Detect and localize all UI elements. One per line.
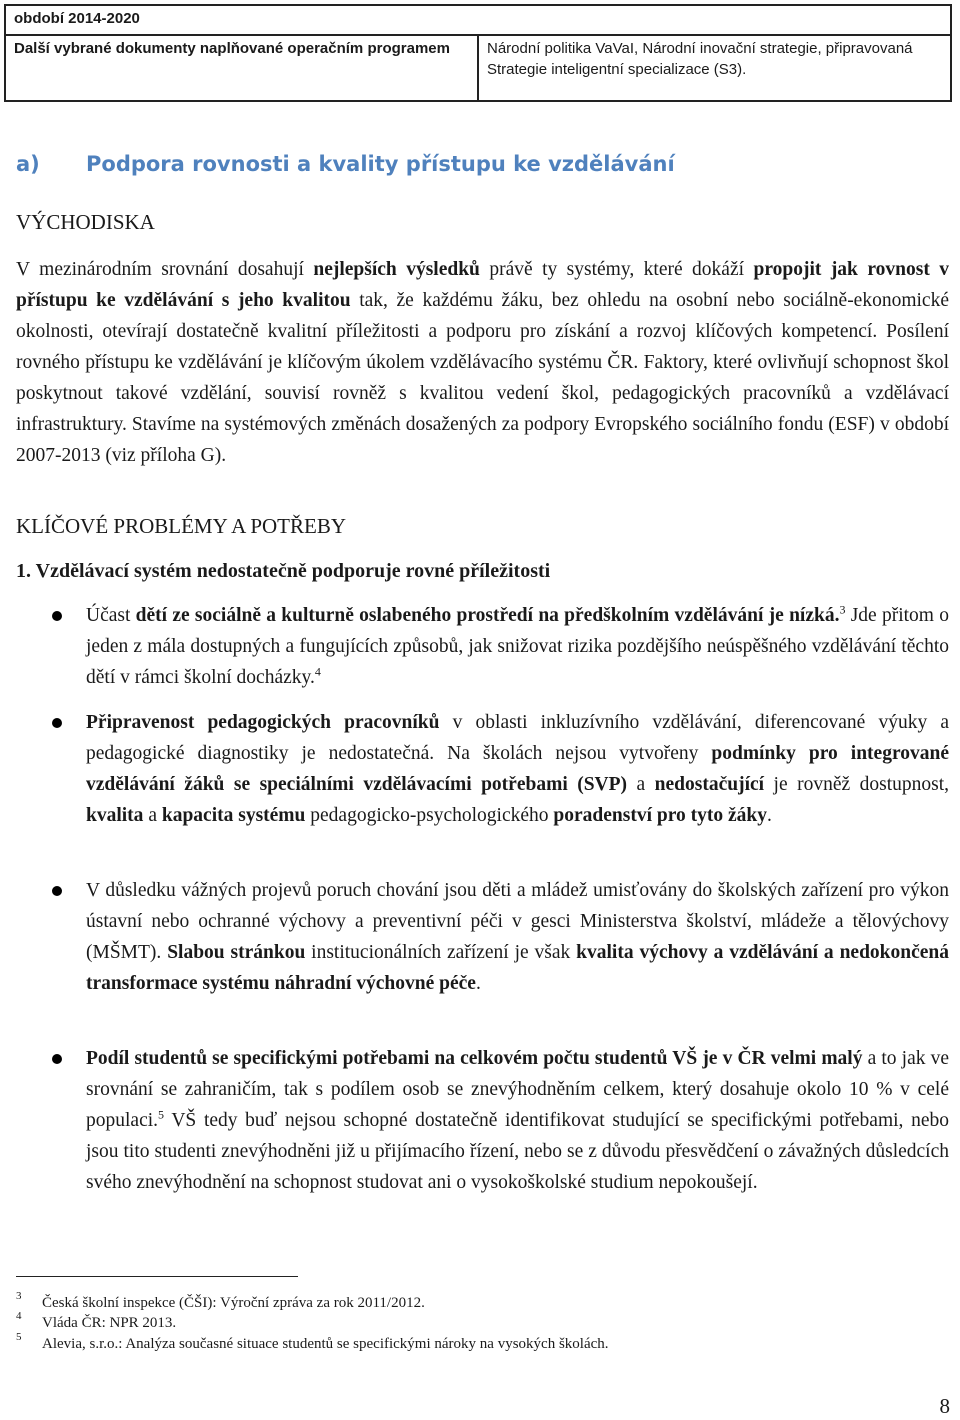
text-run-bold: kvalita (86, 805, 144, 826)
footnote-ref: 5 (158, 1107, 165, 1122)
bullet-icon (52, 718, 62, 728)
footnote-ref: 3 (839, 602, 846, 617)
text-run: a to jak ve srovnání se zahraničím, tak s podílem osob se znevýhodněním celkem, který dosahuje okolo 10 % v celé populaci. (86, 1048, 949, 1131)
text-run-bold: nejlepších výsledků (313, 259, 480, 280)
footnote-ref: 4 (314, 664, 321, 679)
footnote-separator (16, 1276, 298, 1277)
bullet-icon (52, 611, 62, 621)
text-run: V důsledku vážných projevů poruch chování jsou děti a mládež umisťovány do školských zařízení pro výkon ústavní nebo ochranné výchovy a preventivní péči v gesci Ministerstva školství, mládeže a tělovýchovy (MŠMT). (86, 880, 949, 963)
text-run: je rovněž dostupnost, (764, 774, 950, 795)
text-run-bold: dětí ze sociálně a kulturně oslabeného prostředí na předškolním vzdělávání je nízká. (135, 605, 840, 626)
footnote-number: 4 (16, 1310, 22, 1322)
bullet-icon (52, 886, 62, 896)
problem-item-1 (86, 600, 949, 693)
text-run: V mezinárodním srovnání dosahují (16, 259, 314, 280)
problems-subheading: 1. Vzdělávací systém nedostatečně podporuje rovné příležitosti (16, 560, 551, 582)
section-label: a) (16, 152, 40, 176)
text-run-bold: poradenství pro tyto žáky (553, 805, 768, 826)
footnote-text: Vláda ČR: NPR 2013. (42, 1315, 177, 1331)
text-run-bold: propojit jak rovnost v přístupu ke vzdělávání s jeho kvalitou (16, 259, 950, 311)
footnote-text: Česká školní inspekce (ČŠI): Výroční zpráva za rok 2011/2012. (42, 1295, 425, 1311)
text-run: tak, že každému žáku, bez ohledu na osobní nebo sociálně-ekonomické okolnosti, otevírají dostatečně kvalitní příležitosti a podporu pro získání a rozvoj klíčových kompetencí. Posílení rovného přístupu ke vzdělávání je klíčovým úkolem vzdělávacího systému ČR. Faktory, které ovlivňují schopnost škol poskytnout takové vzdělání, souvisí rovněž s kvalitou vedení škol, pedagogických pracovníků a vzdělávací infrastruktury. Stavíme na systémových změnách dosažených za podpory Evropského sociálního fondu (ESF) v období 2007-2013 (viz příloha G). (16, 290, 949, 466)
text-run: Účast (86, 605, 136, 626)
text-run: . (767, 805, 772, 826)
problem-item-3 (86, 875, 949, 999)
text-run-bold: Podíl studentů se specifickými potřebami na celkovém počtu studentů VŠ je v ČR velmi malý (86, 1048, 863, 1069)
bullet-icon (52, 1054, 62, 1064)
footnote-number: 5 (16, 1331, 22, 1343)
text-run: Jde přitom o jeden z mála dostupných a fungujících způsobů, jak snižovat rizika pozdějšího neúspěšného vzdělávání těchto dětí v rámci školní docházky. (86, 605, 949, 688)
page-number: 8 (939, 1394, 950, 1418)
problem-item-4 (86, 1043, 949, 1198)
vychodiska-heading: VÝCHODISKA (16, 210, 155, 234)
text-run: . (475, 973, 481, 994)
section-title-text: Podpora rovnosti a kvality přístupu ke vzdělávání (86, 152, 675, 176)
header-table (4, 4, 952, 102)
text-run: pedagogicko-psychologického (305, 805, 554, 826)
text-run-bold: Připravenost pedagogických pracovníků (86, 712, 440, 733)
text-run: institucionálních zařízení je však (305, 942, 577, 963)
problems-heading: KLÍČOVÉ PROBLÉMY A POTŘEBY (16, 514, 347, 538)
text-run-bold: Slabou stránkou (167, 942, 306, 963)
text-run: právě ty systémy, které dokáží (479, 259, 754, 280)
vychodiska-paragraph (16, 254, 949, 471)
footnote-number: 3 (16, 1290, 22, 1302)
header-docs-label: Další vybrané dokumenty naplňované operačním programem (5, 35, 478, 101)
text-run: a (143, 805, 162, 826)
header-docs-value: Národní politika VaVaI, Národní inovační strategie, připravovaná Strategie inteligentní specializace (S3). (478, 35, 951, 101)
text-run-bold: podmínky pro integrované vzdělávání žáků se speciálními vzdělávacími potřebami (SVP) (86, 743, 950, 795)
footnote-text: Alevia, s.r.o.: Analýza současné situace studentů se specifickými nároky na vysokých školách. (42, 1336, 609, 1352)
header-period: období 2014-2020 (5, 5, 951, 35)
text-run: v oblasti inkluzívního vzdělávání, diferencované výuky a pedagogické diagnostiky je nedostatečná. Na školách nejsou vytvořeny (86, 712, 949, 764)
text-run-bold: nedostačující (654, 774, 765, 795)
text-run: a (627, 774, 655, 795)
section-heading (16, 152, 675, 176)
text-run-bold: kapacita systému (161, 805, 306, 826)
text-run-bold: kvalita výchovy a vzdělávání a nedokončená transformace systému náhradní výchovné péče (86, 942, 950, 994)
problem-item-2 (86, 707, 949, 831)
text-run: VŠ tedy buď nejsou schopné dostatečně identifikovat studující se specifickými potřebami, nebo jsou tito studenti znevýhodněni již u přijímacího řízení, nebo se z důvodu přesvědčení o závažných důsledcích svého znevýhodnění na schopnost studovat ani o vysokoškolské studium nepokoušejí. (86, 1110, 949, 1193)
